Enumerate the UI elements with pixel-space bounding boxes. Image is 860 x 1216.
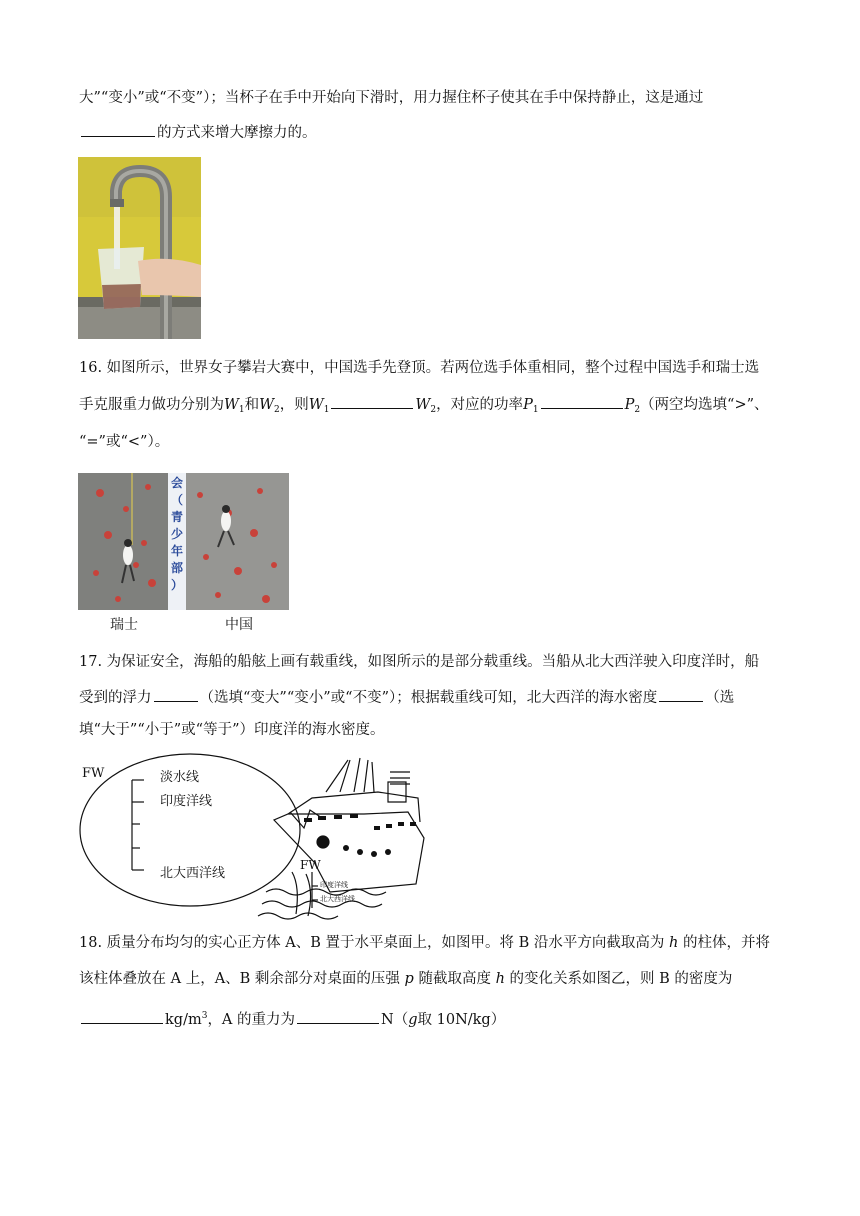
freshwater-line-label: 淡水线 xyxy=(160,770,200,785)
q17-line3: 填“大于”“小于”或“等于”）印度洋的海水密度。 xyxy=(79,722,385,738)
caption-switzerland: 瑞士 xyxy=(110,617,138,633)
q18-line1: 18. 质量分布均匀的实心正方体 A、B 置于水平桌面上，如图甲。将 B 沿水平方向截取高为 h 的柱体，并将 xyxy=(79,935,770,951)
load-line-diagram xyxy=(78,752,428,922)
climbing-banner: 会 （ 青 少 年 部 ） xyxy=(170,476,183,592)
q18-line2: 该柱体叠放在 A 上，A、B 剩余部分对桌面的压强 p 随截取高度 h 的变化关系如图乙，则 B 的密度为 xyxy=(79,971,733,987)
q17-blank-2[interactable] xyxy=(659,687,703,702)
q16-blank-1[interactable] xyxy=(331,394,413,409)
q16-line3: “=”或“<”）。 xyxy=(79,434,170,450)
q16-blank-2[interactable] xyxy=(541,394,623,409)
climbing-wall-photo xyxy=(78,473,289,610)
ship-indian-line-label: 印度洋线 xyxy=(320,881,348,889)
q18-blank-2[interactable] xyxy=(297,1009,379,1024)
q17-line1: 17. 为保证安全，海船的船舷上画有载重线，如图所示的是部分载重线。当船从北大西洋驶入印度洋时，船 xyxy=(79,654,760,670)
ship-atlantic-line-label: 北大西洋线 xyxy=(320,895,355,903)
q17-blank-1[interactable] xyxy=(154,687,198,702)
q18-line3: $kg/m^3$，A 的重力为 N（g取 10N/kg） xyxy=(79,1006,505,1030)
q15-blank[interactable] xyxy=(81,122,155,137)
q15-line2 xyxy=(79,122,317,143)
faucet-cup-photo xyxy=(78,157,201,339)
indian-ocean-line-label: 印度洋线 xyxy=(160,794,213,809)
north-atlantic-line-label: 北大西洋线 xyxy=(160,866,226,881)
caption-china: 中国 xyxy=(225,617,253,633)
fw-label: FW xyxy=(82,766,105,781)
q16-line1: 16. 如图所示，世界女子攀岩大赛中，中国选手先登顶。若两位选手体重相同，整个过程中国选手和瑞士选 xyxy=(79,360,760,376)
q17-line2: 受到的浮力 （选填“变大”“变小”或“不变”）；根据载重线可知，北大西洋的海水密度 （选 xyxy=(79,687,734,708)
ship-fw-label: FW xyxy=(300,858,321,872)
q15-line2-tail: 的方式来增大摩擦力的。 xyxy=(157,125,317,141)
q16-line2: 手克服重力做功分别为$W_1$和$W_2$，则$W_1$ $W_2$，对应的功率$P_1$ $P_2$（两空均选填“>”、 xyxy=(79,394,769,420)
q18-blank-1[interactable] xyxy=(81,1009,163,1024)
q15-line1: 大”“变小”或“不变”）；当杯子在手中开始向下滑时，用力握住杯子使其在手中保持静止，这是通过 xyxy=(79,90,704,106)
